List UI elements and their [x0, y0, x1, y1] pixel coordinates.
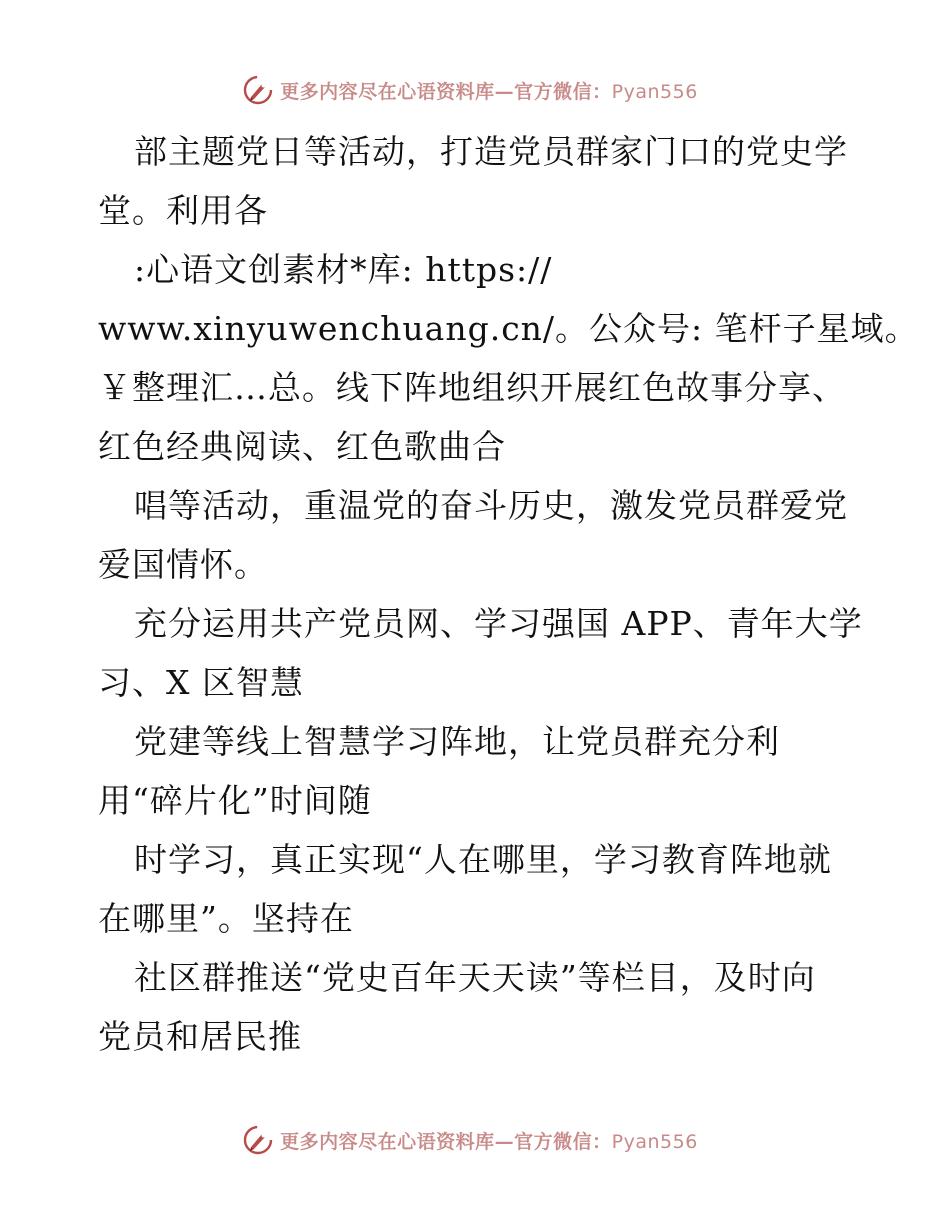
body-line: 爱国情怀。 — [98, 545, 268, 584]
body-line: 在哪里”。坚持在 — [98, 899, 354, 938]
document-body — [98, 122, 919, 1066]
body-line: 充分运用共产党员网、学习强国 APP、青年大学 — [134, 604, 863, 643]
body-line: 堂。利用各 — [98, 191, 268, 230]
body-line: 社区群推送“党史百年天天读”等栏目，及时向 — [134, 958, 816, 997]
pen-logo-icon — [242, 74, 274, 106]
body-line: 用“碎片化”时间随 — [98, 781, 372, 820]
body-line: 党建等线上智慧学习阵地，让党员群充分利 — [134, 722, 780, 761]
body-line: 党员和居民推 — [98, 1017, 302, 1056]
footer-banner-wechat-id: Pyan556 — [611, 1130, 698, 1153]
header-banner-wechat-id: Pyan556 — [611, 80, 698, 103]
body-line: 唱等活动，重温党的奋斗历史，激发党员群爱党 — [134, 486, 848, 525]
body-line: ￥整理汇…总。线下阵地组织开展红色故事分享、 — [98, 368, 846, 407]
footer-banner — [0, 1120, 950, 1160]
header-banner-text: 更多内容尽在心语资料库—官方微信：Pyan556 — [280, 80, 698, 103]
body-line: :心语文创素材*库: https:// — [134, 250, 553, 289]
body-line: 习、X 区智慧 — [98, 663, 304, 702]
footer-banner-text: 更多内容尽在心语资料库—官方微信：Pyan556 — [280, 1130, 698, 1153]
footer-banner-content — [242, 1124, 698, 1156]
body-line: 时学习，真正实现“人在哪里，学习教育阵地就 — [134, 840, 832, 879]
header-banner-content — [242, 74, 698, 106]
body-line: 部主题党日等活动，打造党员群家门口的党史学 — [134, 132, 848, 171]
body-line: 红色经典阅读、红色歌曲合 — [98, 427, 506, 466]
pen-logo-icon — [242, 1124, 274, 1156]
header-banner — [0, 70, 950, 110]
body-line: www.xinyuwenchuang.cn/。公众号: 笔杆子星域。 — [98, 309, 919, 348]
